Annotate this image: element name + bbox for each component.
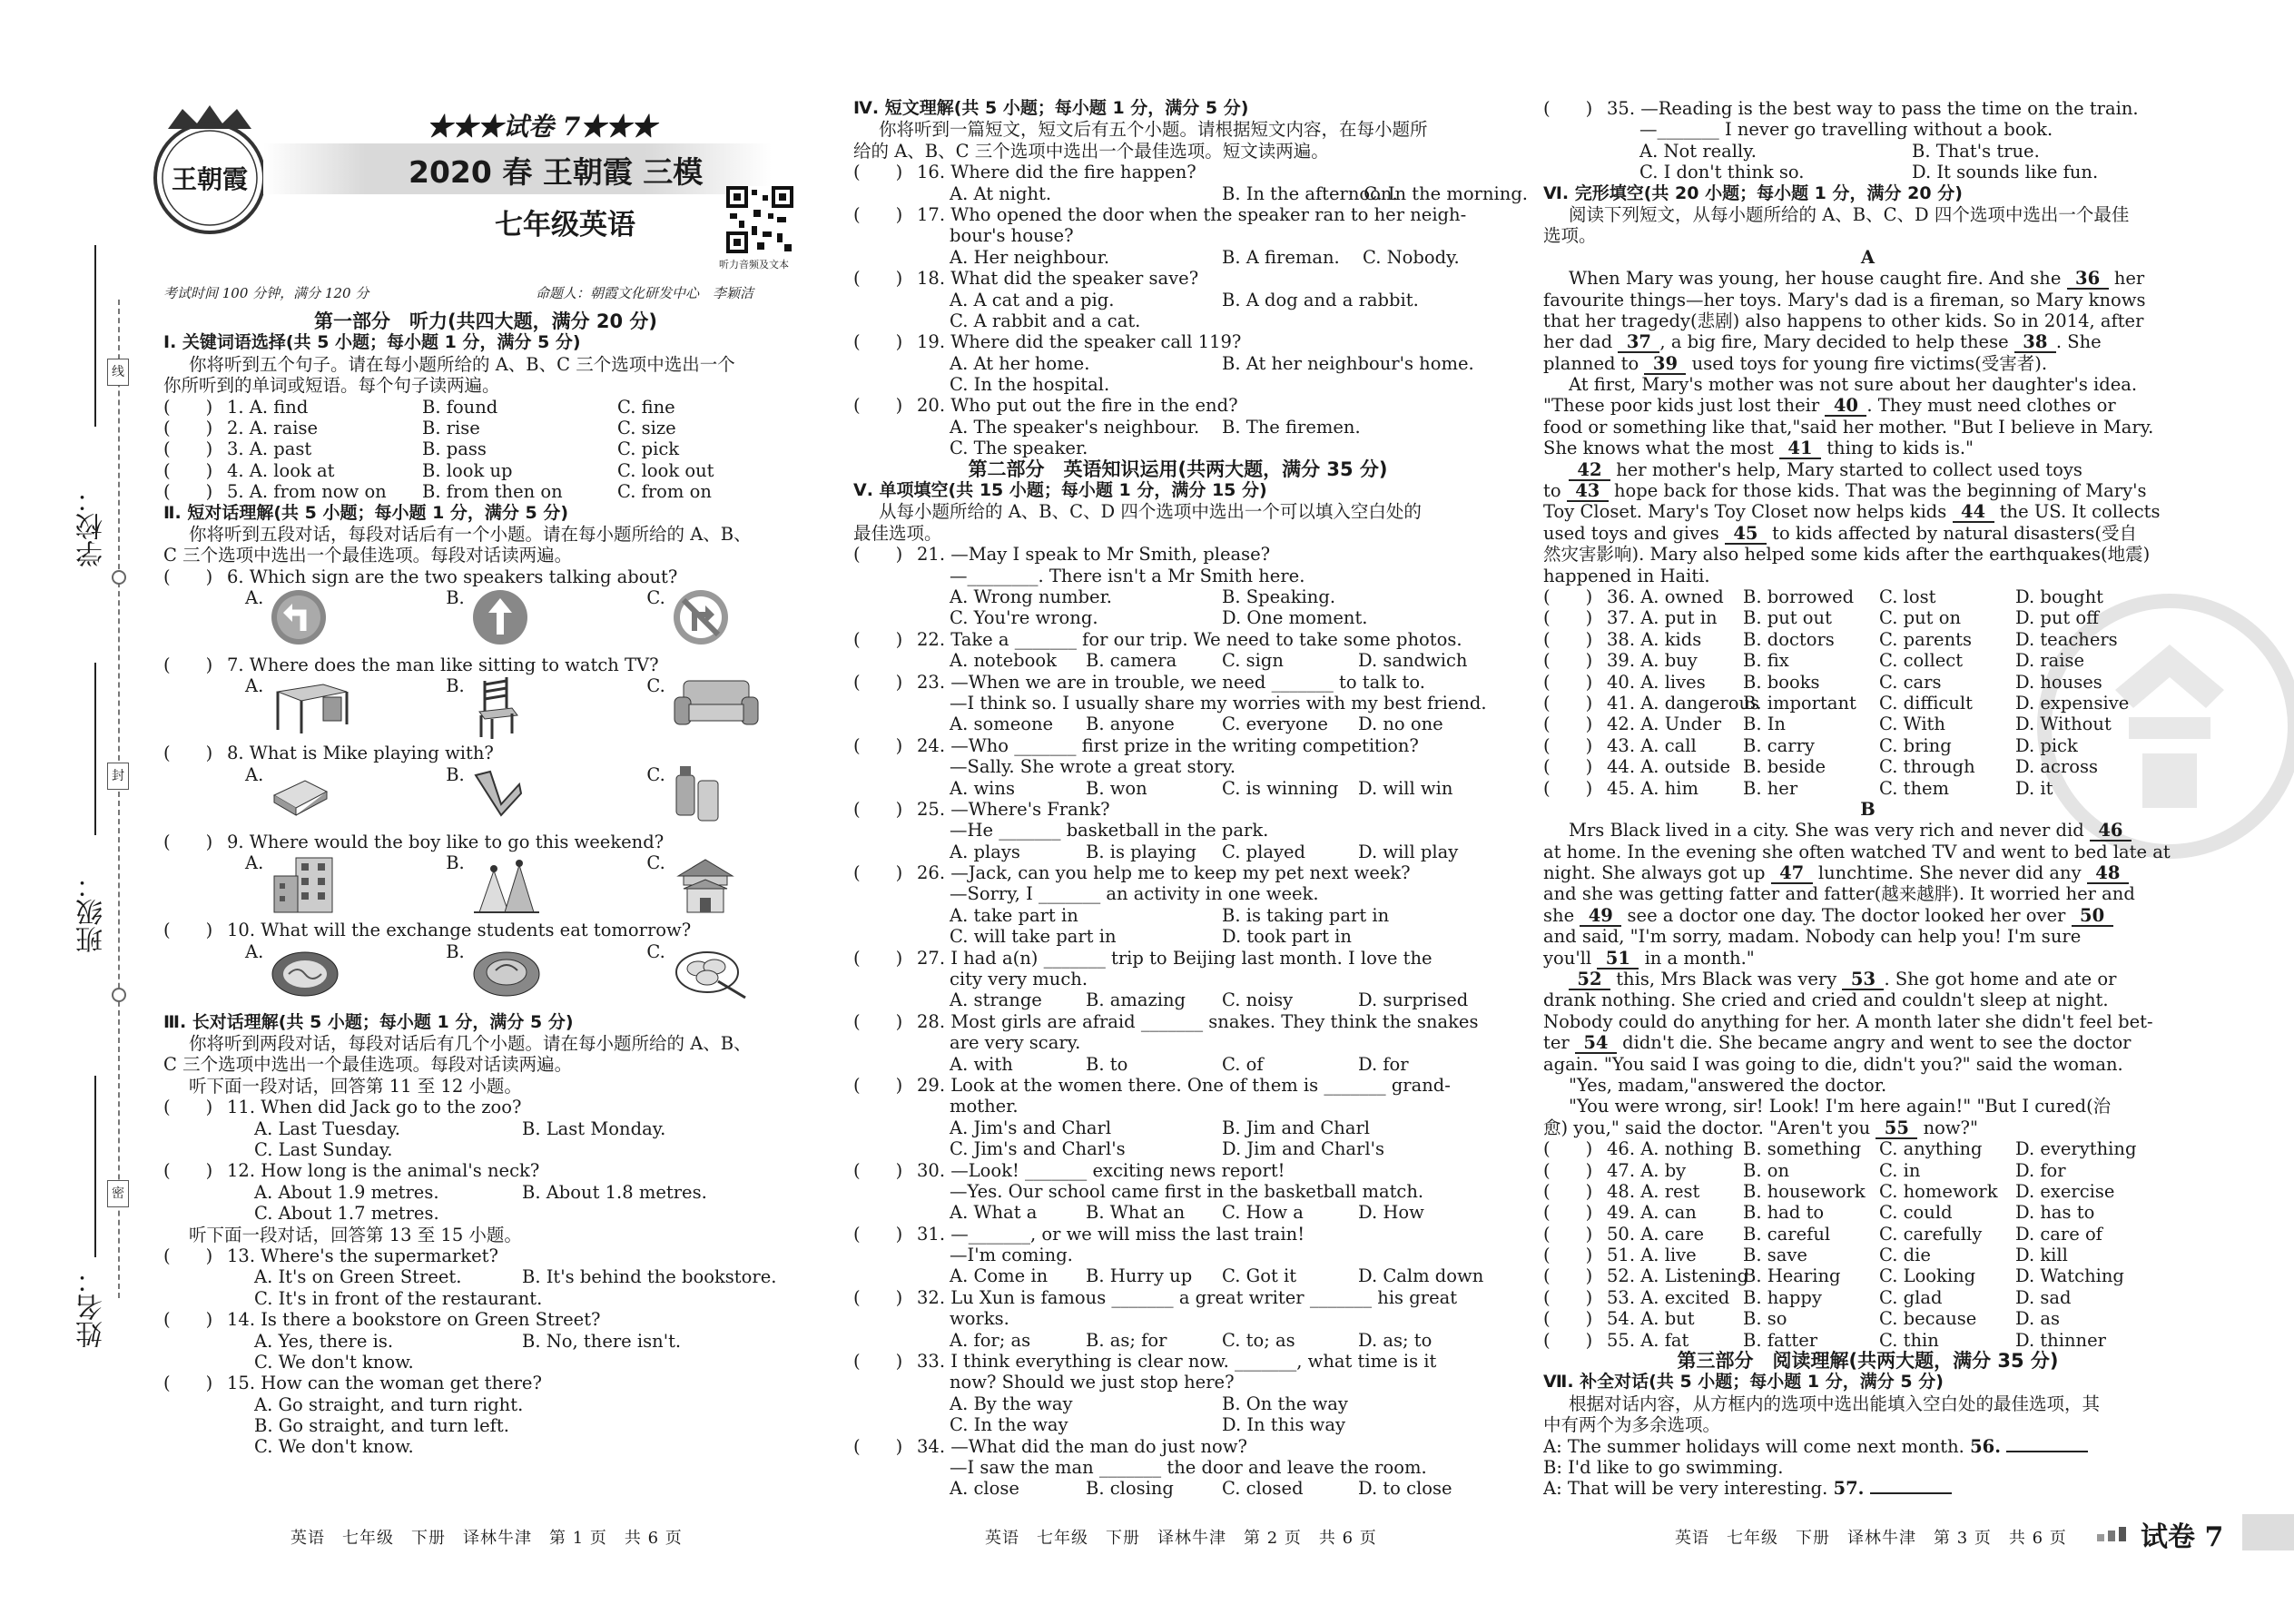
- section3-heading: Ⅲ. 长对话理解(共 5 小题；每小题 1 分，满分 5 分): [163, 1011, 574, 1032]
- question-12: ( ) 12. How long is the animal's neck?: [163, 1160, 540, 1182]
- question-32-options: A. for; as B. as; for C. to; as D. as; to: [950, 1329, 1433, 1351]
- seal-mark-feng: 封: [107, 763, 129, 790]
- section1-instruction: 你将听到五个句子。请在每小题所给的 A、B、C 三个选项中选出一个: [189, 353, 735, 375]
- blank-52: 52: [1569, 969, 1610, 990]
- question-20-options: A. The speaker's neighbour. B. The firemen.: [950, 416, 1361, 438]
- section2-instruction: C 三个选项中选出一个最佳选项。每段对话读两遍。: [163, 545, 573, 566]
- section7-instruction: 中有两个为多余选项。: [1543, 1414, 1721, 1436]
- passage-a-line: happened in Haiti.: [1543, 565, 1710, 586]
- question-27: city very much.: [950, 969, 1088, 990]
- question-19-options: A. At her home. B. At her neighbour's home.: [950, 352, 1474, 374]
- choice-46: ( ) 46. A. nothing B. something C. anything D. everything: [1543, 1138, 2137, 1160]
- qr-caption: 听力音频及文本: [719, 259, 789, 271]
- choice-42: ( ) 42. A. Under B. In C. With D. Without: [1543, 714, 2112, 735]
- question-22: ( ) 22. Take a _______ for our trip. We need to take some photos.: [853, 628, 1462, 650]
- question-20: ( ) 20. Who put out the fire in the end?: [853, 395, 1238, 417]
- question-32: works.: [950, 1308, 1009, 1330]
- boomerang-icon: [470, 764, 525, 819]
- question-31-options: A. Come in B. Hurry up C. Got it D. Calm down: [950, 1265, 1484, 1287]
- passage-a-line: that her tragedy(悲剧) also happens to other kids. So in 2014, after: [1543, 310, 2144, 331]
- choice-39: ( ) 39. A. buy B. fix C. collect D. raise: [1543, 650, 2085, 672]
- question-7: ( ) 7. Where does the man like sitting to watch TV?: [163, 655, 659, 676]
- seal-mark-line: 线: [107, 359, 129, 386]
- question-27: ( ) 27. I had a(n) _______ trip to Beijing last month. I love the: [853, 947, 1433, 969]
- passage-b-line: night. She always got up 47 lunchtime. She never did any 48: [1543, 862, 2192, 883]
- passage-a-line: "These poor kids just lost their 40 . They must need clothes or: [1543, 395, 2116, 417]
- question-29: ( ) 29. Look at the women there. One of them is _______ grand-: [853, 1074, 1451, 1096]
- class-underline: [94, 663, 96, 835]
- passage-b-line: Mrs Black lived in a city. She was very rich and never did 46: [1543, 820, 2192, 841]
- section4-instruction: 你将听到一篇短文，短文后有五个小题。请根据短文内容，在每小题所: [879, 119, 1428, 141]
- paper-tag-bar: [2242, 1514, 2294, 1550]
- section4-heading: Ⅳ. 短文理解(共 5 小题；每小题 1 分，满分 5 分): [853, 98, 1249, 118]
- blank-54: 54: [1575, 1033, 1617, 1054]
- question-21: ( ) 21. —May I speak to Mr Smith, please?: [853, 544, 1271, 566]
- passage-b-line: drank nothing. She cried and cried and couldn't sleep at night.: [1543, 989, 2109, 1011]
- passage-b-label: B: [1860, 798, 1876, 820]
- passage-b-line: 52 this, Mrs Black was very 53 . She got home and ate or: [1543, 969, 2192, 989]
- question-11-options: C. Last Sunday.: [254, 1138, 393, 1160]
- question-13: ( ) 13. Where's the supermarket?: [163, 1245, 498, 1266]
- choice-53: ( ) 53. A. excited B. happy C. glad D. sad: [1543, 1286, 2072, 1308]
- question-35-options: C. I don't think so. D. It sounds like fun.: [1639, 162, 2099, 183]
- blank-48: 48: [2087, 863, 2129, 884]
- paper-tag: 试卷 7: [2141, 1521, 2224, 1553]
- question-17: bour's house?: [950, 225, 1074, 247]
- sofa-icon: [671, 675, 762, 732]
- choice-52: ( ) 52. A. ListeningB. Hearing C. Looking D. Watching: [1543, 1265, 2124, 1287]
- question-33-options: C. In the way D. In this way: [950, 1414, 1345, 1436]
- brand-logo-text: 王朝霞: [171, 164, 248, 194]
- question-25-options: A. plays B. is playing C. played D. will play: [950, 841, 1459, 862]
- section6-instruction: 选项。: [1543, 225, 1597, 247]
- school-field: 学校：: [76, 486, 108, 567]
- passage-a-line: used toys and gives 45 to kids affected by natural disasters(受自: [1543, 522, 2137, 544]
- passage-a-line: Toy Closet. Mary's Toy Closet now helps kids 44 the US. It collects: [1543, 501, 2161, 523]
- turn-left-sign-icon: [269, 587, 329, 647]
- question-26: ( ) 26. —Jack, can you help me to keep my pet next week?: [853, 862, 1411, 884]
- choice-43: ( ) 43. A. call B. carry C. bring D. pick: [1543, 734, 2078, 756]
- chair-icon: [470, 675, 525, 739]
- question-3: ( ) 3. A. past B. pass C. pick: [163, 438, 680, 460]
- exam-title: 2020 春 王朝霞 三模: [409, 154, 704, 190]
- dialogue-line: A: The summer holidays will come next month. 56.: [1543, 1436, 2192, 1457]
- question-21: —________. There isn't a Mr Smith here.: [950, 565, 1305, 586]
- question-34: ( ) 34. —What did the man do just now?: [853, 1435, 1247, 1457]
- question-8-options: A. B. C.: [163, 764, 808, 832]
- name-underline: [94, 1076, 96, 1257]
- passage-a-label: A: [1860, 246, 1876, 268]
- passage-b-line: ter 54 didn't die. She became angry and went to see the doctor: [1543, 1032, 2132, 1054]
- question-28: are very scary.: [950, 1032, 1081, 1054]
- question-10-options: A. B. C.: [163, 941, 808, 1009]
- seal-mark-mi: 密: [107, 1180, 129, 1207]
- blank-46: 46: [2090, 821, 2132, 842]
- passage-b-line: she 49 see a doctor one day. The doctor looked her over 50: [1543, 905, 2192, 926]
- chicken-dish-icon: [470, 941, 543, 999]
- question-19: ( ) 19. Where did the speaker call 119?: [853, 331, 1242, 353]
- blank-41: 41: [1779, 438, 1821, 459]
- paper-tag-decoration: [2097, 1525, 2138, 1543]
- question-12-options: C. About 1.7 metres.: [254, 1203, 439, 1225]
- passage-b-line: Nobody could do anything for her. A month later she didn't feel bet-: [1543, 1010, 2153, 1032]
- choice-49: ( ) 49. A. can B. had to C. could D. has to: [1543, 1202, 2095, 1224]
- question-28: ( ) 28. Most girls are afraid _______ snakes. They think the snakes: [853, 1010, 1479, 1032]
- straight-ahead-sign-icon: [470, 587, 530, 647]
- choice-50: ( ) 50. A. care B. careful C. carefully D. care of: [1543, 1223, 2102, 1245]
- question-25: —He _______ basketball in the park.: [950, 820, 1269, 842]
- question-18-options: C. A rabbit and a cat.: [950, 310, 1141, 331]
- question-28-options: A. with B. to C. of D. for: [950, 1053, 1409, 1075]
- blank-53: 53: [1842, 969, 1884, 990]
- blank-43: 43: [1567, 481, 1609, 502]
- question-21-options: C. You're wrong. D. One moment.: [950, 607, 1368, 629]
- blank-57: [1870, 1492, 1952, 1494]
- question-6: ( ) 6. Which sign are the two speakers talking about?: [163, 566, 678, 587]
- choice-55: ( ) 55. A. fat B. fatter C. thin D. thinner: [1543, 1329, 2106, 1351]
- no-right-turn-sign-icon: [671, 587, 731, 647]
- part2-heading: 第二部分 英语知识运用(共两大题，满分 35 分): [968, 458, 1388, 480]
- blank-45: 45: [1725, 524, 1767, 545]
- question-6-options: A. B. C.: [163, 587, 808, 655]
- question-23-options: A. someone B. anyone C. everyone D. no one: [950, 714, 1443, 735]
- question-18: ( ) 18. What did the speaker save?: [853, 268, 1199, 290]
- question-29-options: C. Jim's and Charl's D. Jim and Charl's: [950, 1138, 1384, 1160]
- question-16-options: A. At night. B. In the afternoon. C. In the morning.: [950, 182, 1529, 204]
- choice-45: ( ) 45. A. him B. her C. them D. it: [1543, 777, 2053, 799]
- question-1: ( ) 1. A. find B. found C. fine: [163, 396, 675, 418]
- question-14: ( ) 14. Is there a bookstore on Green Street?: [163, 1309, 601, 1331]
- toy-cans-icon: [671, 764, 725, 824]
- dialogue-line: B: I'd like to go swimming.: [1543, 1457, 1784, 1478]
- dialogue-line: A: That will be very interesting. 57.: [1543, 1478, 2192, 1499]
- page-3-footer: 英语 七年级 下册 译林牛津 第 3 页 共 6 页: [1675, 1529, 2067, 1548]
- page-2-footer: 英语 七年级 下册 译林牛津 第 2 页 共 6 页: [985, 1529, 1377, 1548]
- choice-36: ( ) 36. A. owned B. borrowed C. lost D. bought: [1543, 586, 2103, 607]
- choice-40: ( ) 40. A. lives B. books C. cars D. houses: [1543, 671, 2102, 693]
- passage-b-line: and said, "I'm sorry, madam. Nobody can help you! I'm sure: [1543, 926, 2082, 948]
- section5-instruction: 最佳选项。: [853, 522, 942, 544]
- section3-instruction: C 三个选项中选出一个最佳选项。每段对话读两遍。: [163, 1054, 573, 1076]
- question-7-options: A. B. C.: [163, 675, 808, 743]
- passage-b-line: at home. In the evening she often watched TV and went to bed late at: [1543, 841, 2171, 862]
- question-18-options: A. A cat and a pig. B. A dog and a rabbit.: [950, 289, 1419, 310]
- passage-a-line: 然灾害影响). Mary also helped some kids after the earthquakes(地震): [1543, 544, 2151, 566]
- class-field: 班级：: [76, 871, 108, 953]
- question-11: ( ) 11. When did Jack go to the zoo?: [163, 1097, 522, 1118]
- question-17-options: A. Her neighbour. B. A fireman. C. Nobody.: [950, 246, 1460, 268]
- blank-50: 50: [2072, 906, 2113, 927]
- section1-instruction: 你所听到的单词或短语。每个句子读两遍。: [163, 375, 500, 397]
- question-13-options: A. It's on Green Street. B. It's behind the bookstore.: [254, 1266, 777, 1288]
- question-34-options: A. close B. closing C. closed D. to close: [950, 1478, 1452, 1500]
- section5-heading: Ⅴ. 单项填空(共 15 小题；每小题 1 分，满分 15 分): [853, 480, 1267, 501]
- question-5: ( ) 5. A. from now on B. from then on C. from on: [163, 481, 712, 503]
- section1-heading: Ⅰ. 关键词语选择(共 5 小题；每小题 1 分，满分 5 分): [163, 332, 581, 353]
- choice-47: ( ) 47. A. by B. on C. in D. for: [1543, 1159, 2066, 1181]
- question-22-options: A. notebook B. camera C. sign D. sandwich: [950, 650, 1468, 672]
- passage-a-line: She knows what the most 41 thing to kids is.": [1543, 438, 1974, 459]
- question-26-options: C. will take part in D. took part in: [950, 926, 1352, 948]
- blank-36: 36: [2067, 269, 2109, 290]
- passage-b-line: you'll 51 in a month.": [1543, 947, 1755, 969]
- question-14-options: C. We don't know.: [254, 1351, 414, 1373]
- binding-hole: [112, 570, 126, 585]
- page-1-footer: 英语 七年级 下册 译林牛津 第 1 页 共 6 页: [290, 1529, 683, 1548]
- question-27-options: A. strange B. amazing C. noisy D. surprised: [950, 989, 1469, 1011]
- question-34: —I saw the man _______ the door and leave the room.: [950, 1457, 1427, 1478]
- question-20-options: C. The speaker.: [950, 438, 1088, 459]
- question-9: ( ) 9. Where would the boy like to go this weekend?: [163, 831, 665, 852]
- section7-instruction: 根据对话内容，从方框内的选项中选出能填入空白处的最佳选项，其: [1569, 1393, 2101, 1414]
- passage-a-line: to 43 hope back for those kids. That was the beginning of Mary's: [1543, 480, 2147, 502]
- question-35: ( ) 35. —Reading is the best way to pass the time on the train.: [1543, 98, 2139, 119]
- section6-instruction: 阅读下列短文，从每小题所给的 A、B、C、D 四个选项中选出一个最佳: [1569, 203, 2130, 225]
- seal-dashed-line: [118, 300, 120, 1298]
- question-9-options: A. B. C.: [163, 852, 808, 920]
- question-31: —I'm coming.: [950, 1245, 1073, 1266]
- blank-51: 51: [1597, 949, 1639, 969]
- brand-logo: [150, 102, 270, 238]
- binding-hole: [112, 988, 126, 1002]
- building-icon: [269, 852, 341, 916]
- question-33: now? Should we just stop here?: [950, 1372, 1235, 1393]
- part3-heading: 第三部分 阅读理解(共两大题，满分 35 分): [1677, 1350, 2059, 1373]
- question-33: ( ) 33. I think everything is clear now. _______, what time is it: [853, 1351, 1437, 1373]
- question-2: ( ) 2. A. raise B. rise C. size: [163, 417, 676, 438]
- choice-44: ( ) 44. A. outside B. beside C. through D. across: [1543, 756, 2098, 778]
- question-25: ( ) 25. —Where's Frank?: [853, 798, 1110, 820]
- blank-37: 37: [1618, 332, 1659, 353]
- question-35-options: A. Not really. B. That's true.: [1639, 140, 2040, 162]
- question-15-options: A. Go straight, and turn right.: [254, 1393, 524, 1415]
- question-26-options: A. take part in B. is taking part in: [950, 904, 1390, 926]
- question-15: ( ) 15. How can the woman get there?: [163, 1373, 542, 1394]
- question-23: ( ) 23. —When we are in trouble, we need _______ to talk to.: [853, 671, 1425, 693]
- choice-37: ( ) 37. A. put in B. put out C. put on D. put off: [1543, 607, 2100, 629]
- column-2: [853, 98, 1529, 1500]
- blank-40: 40: [1825, 396, 1866, 417]
- passage-a-line: When Mary was young, her house caught fire. And she 36 her: [1569, 268, 2145, 290]
- temple-icon: [671, 852, 740, 916]
- question-30: —Yes. Our school came first in the basketball match.: [950, 1180, 1424, 1202]
- question-11-options: A. Last Tuesday. B. Last Monday.: [254, 1117, 666, 1139]
- question-16: ( ) 16. Where did the fire happen?: [853, 162, 1196, 183]
- passage-a-line: 42 her mother's help, Mary started to collect used toys: [1543, 459, 2192, 480]
- question-30-options: A. What a B. What an C. How a D. How: [950, 1202, 1424, 1224]
- question-15-options: C. We don't know.: [254, 1436, 414, 1458]
- passage-b-line: and she was getting fatter and fatter(越来越胖). It worried her and: [1543, 883, 2135, 905]
- choice-38: ( ) 38. A. kids B. doctors C. parents D. teachers: [1543, 628, 2118, 650]
- question-33-options: A. By the way B. On the way: [950, 1393, 1348, 1414]
- question-24: ( ) 24. —Who _______ first prize in the writing competition?: [853, 734, 1419, 756]
- binding-margin: [0, 0, 145, 1624]
- question-14-options: A. Yes, there is. B. No, there isn't.: [254, 1330, 682, 1352]
- paper-number: ★★★试卷 7★★★: [427, 112, 657, 142]
- question-30: ( ) 30. —Look! _______ exciting news report!: [853, 1159, 1285, 1181]
- exam-author: 命题人：朝霞文化研发中心 李颖洁: [536, 285, 754, 301]
- box-toy-icon: [269, 764, 332, 819]
- dialogue1-note: 听下面一段对话，回答第 11 至 12 小题。: [189, 1075, 522, 1097]
- passage-a-line: At first, Mary's mother was not sure about her daughter's idea.: [1569, 374, 2138, 396]
- section5-instruction: 从每小题所给的 A、B、C、D 四个选项中选出一个可以填入空白处的: [879, 501, 1422, 523]
- question-8: ( ) 8. What is Mike playing with?: [163, 743, 494, 764]
- blank-42: 42: [1569, 460, 1610, 481]
- question-10: ( ) 10. What will the exchange students eat tomorrow?: [163, 920, 692, 941]
- section2-heading: Ⅱ. 短对话理解(共 5 小题；每小题 1 分，满分 5 分): [163, 502, 569, 523]
- question-24: —Sally. She wrote a great story.: [950, 756, 1236, 778]
- blank-44: 44: [1953, 502, 1994, 523]
- question-24-options: A. wins B. won C. is winning D. will win: [950, 777, 1453, 799]
- question-19-options: C. In the hospital.: [950, 374, 1110, 396]
- passage-a-line: food or something like that,"said her mother. "But I believe in Mary.: [1543, 416, 2154, 438]
- noodles-plate-icon: [269, 941, 341, 999]
- blank-55: 55: [1876, 1118, 1917, 1139]
- question-4: ( ) 4. A. look at B. look up C. look out: [163, 459, 714, 481]
- section7-heading: Ⅶ. 补全对话(共 5 小题；每小题 1 分，满分 5 分): [1543, 1372, 1944, 1393]
- desk-icon: [269, 675, 350, 735]
- passage-b-line: again. "You said I was going to die, didn't you?" said the woman.: [1543, 1053, 2123, 1075]
- section3-instruction: 你将听到两段对话，每段对话后有几个小题。请在每小题所给的 A、B、: [189, 1033, 752, 1055]
- question-23: —I think so. I usually share my worries with my best friend.: [950, 692, 1487, 714]
- choice-48: ( ) 48. A. rest B. housework C. homework D. exercise: [1543, 1180, 2115, 1202]
- dialogue2-note: 听下面一段对话，回答第 13 至 15 小题。: [189, 1224, 522, 1245]
- blank-49: 49: [1580, 906, 1621, 927]
- amusement-park-icon: [470, 852, 543, 916]
- passage-b-line: "You were wrong, sir! Look! I'm here again!" "But I cured(治: [1569, 1096, 2112, 1117]
- exam-subtitle: 七年级英语: [495, 209, 635, 241]
- section6-heading: Ⅵ. 完形填空(共 20 小题；每小题 1 分，满分 20 分): [1543, 182, 1963, 203]
- column-3: [1543, 98, 2192, 1500]
- blank-39: 39: [1644, 354, 1686, 375]
- name-field: 姓名：: [76, 1266, 108, 1348]
- question-32: ( ) 32. Lu Xun is famous _______ a great writer _______ his great: [853, 1286, 1458, 1308]
- section2-instruction: 你将听到五段对话，每段对话后有一个小题。请在每小题所给的 A、B、: [189, 523, 752, 545]
- blank-38: 38: [2014, 332, 2056, 353]
- choice-51: ( ) 51. A. live B. save C. die D. kill: [1543, 1245, 2068, 1266]
- section4-instruction: 给的 A、B、C 三个选项中选出一个最佳选项。短文读两遍。: [853, 140, 1329, 162]
- passage-a-line: planned to 39 used toys for young fire victims(受害者).: [1543, 352, 2048, 374]
- question-26: —Sorry, I _______ an activity in one week.: [950, 883, 1319, 905]
- question-21-options: A. Wrong number. B. Speaking.: [950, 586, 1336, 607]
- exam-info: 考试时间 100 分钟，满分 120 分: [163, 285, 369, 301]
- qr-code: [726, 186, 793, 253]
- choice-54: ( ) 54. A. but B. so C. because D. as: [1543, 1308, 2060, 1330]
- dumplings-plate-icon: [671, 941, 747, 999]
- part1-heading: 第一部分 听力(共四大题，满分 20 分): [313, 310, 658, 332]
- blank-56: [2006, 1451, 2088, 1452]
- passage-b-line: 愈) you," said the doctor. "Aren't you 55 now?": [1543, 1117, 1978, 1138]
- blank-47: 47: [1771, 863, 1813, 884]
- question-35: —_______ I never go travelling without a book.: [1639, 119, 2053, 141]
- passage-a-line: her dad 37 , a big fire, Mary decided to help these 38 . She: [1543, 331, 2102, 353]
- passage-b-line: "Yes, madam,"answered the doctor.: [1569, 1074, 1887, 1096]
- question-13-options: C. It's in front of the restaurant.: [254, 1287, 543, 1309]
- passage-a-line: favourite things—her toys. Mary's dad is a fireman, so Mary knows: [1543, 289, 2146, 310]
- school-underline: [94, 245, 96, 427]
- question-29-options: A. Jim's and Charl B. Jim and Charl: [950, 1117, 1370, 1138]
- choice-41: ( ) 41. A. dangerousB. important C. difficult D. expensive: [1543, 692, 2130, 714]
- question-29: mother.: [950, 1096, 1019, 1117]
- question-17: ( ) 17. Who opened the door when the speaker ran to her neigh-: [853, 203, 1467, 225]
- question-12-options: A. About 1.9 metres. B. About 1.8 metres.: [254, 1181, 707, 1203]
- question-31: ( ) 31. —_______, or we will miss the last train!: [853, 1223, 1305, 1245]
- question-15-options: B. Go straight, and turn left.: [254, 1415, 509, 1437]
- column-1: [163, 311, 808, 1458]
